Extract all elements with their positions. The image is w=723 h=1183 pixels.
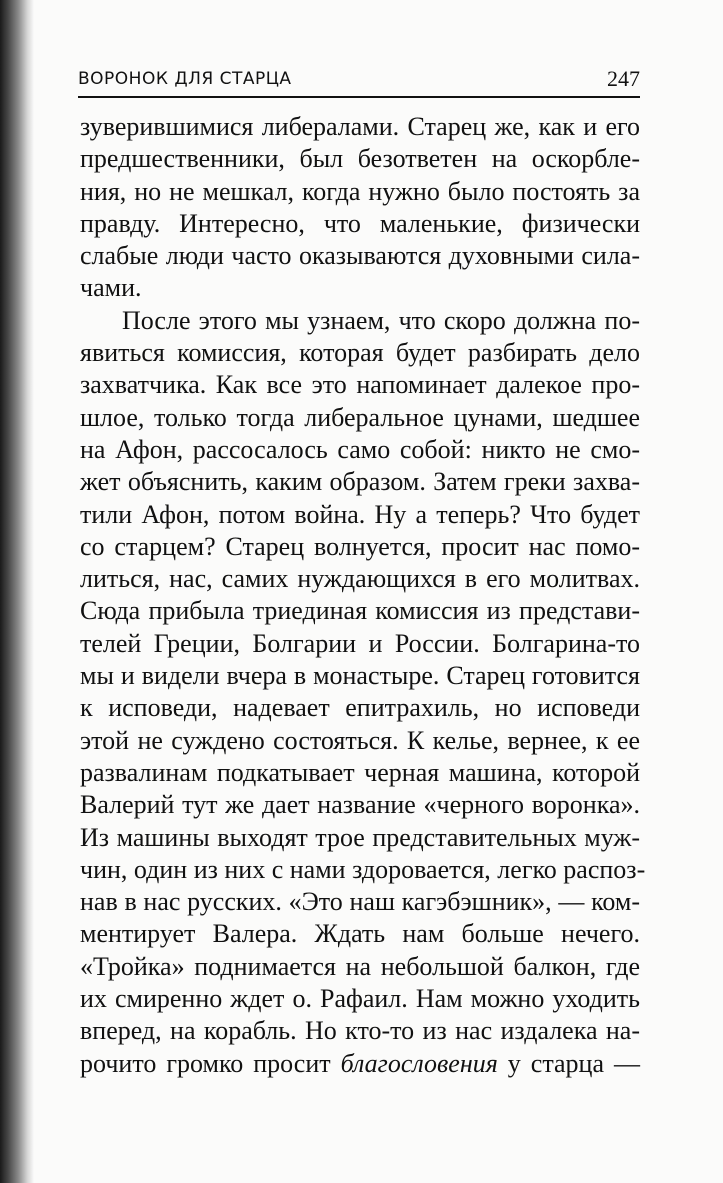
text-line: развалинам подкатывает черная машина, которой [80,757,640,787]
text-line: Валерий тут же дает название «черного воронка». [80,790,640,820]
text-line: чин, один из них с нами здоровается, легко распоз- [80,854,646,884]
text-line: явиться комиссия, которая будет разбирать дело [80,338,640,368]
final-line-start: рочито громко просит [80,1048,341,1078]
text-line: ния, но не мешкал, когда нужно было постоять за [80,176,640,206]
binding-shadow [0,0,34,1183]
text-line: телей Греции, Болгарии и России. Болгарина-то [80,628,640,658]
text-line: шлое, только тогда либеральное цунами, шедшее [80,402,640,432]
text-line: на Афон, рассосалось само собой: никто не смо- [80,434,640,464]
text-line: к исповеди, надевает епитрахиль, но исповеди [80,693,640,723]
page-header [78,68,640,98]
text-line: со старцем? Старец волнуется, просит нас помо- [80,531,640,561]
text-line: зуверившимися либералами. Старец же, как и его [80,112,640,141]
text-line: вперед, на корабль. Но кто-то из нас издалека на- [80,1016,640,1046]
text-line: мы и видели вчера в монастыре. Старец готовится [80,661,640,691]
text-line: тили Афон, потом война. Ну а теперь? Что будет [80,499,640,529]
text-line: предшественники, был безответен на оскорбле- [80,144,640,174]
paragraph-2 [80,305,646,1080]
text-line: ментирует Валера. Ждать нам больше нечего. [80,919,640,949]
text-line: слабые люди часто оказываются духовными сила- [80,241,640,271]
text-line: После этого мы узнаем, что скоро должна по- [122,305,640,335]
text-line: Из машины выходят трое представительных муж- [80,822,640,852]
italic-word: благословения [340,1048,498,1078]
text-line: этой не суждено состояться. К келье, вернее, к ее [80,725,640,755]
text-line: «Тройка» поднимается на небольшой балкон, где [80,951,640,981]
final-text-line [80,1048,640,1080]
page-number: 247 [607,66,640,91]
body-text [80,111,646,1080]
text-line: нав в нас русских. «Это наш кагэбэшник», — ком- [80,887,640,917]
text-line: захватчика. Как все это напоминает далекое про- [80,370,640,400]
text-line: их смиренно ждет о. Рафаил. Нам можно уходить [80,984,640,1014]
text-line: чами. [80,273,142,303]
running-title: ВОРОНОК ДЛЯ СТАРЦА [78,69,292,89]
paragraph-1 [80,111,640,305]
text-line: Сюда прибыла триединая комиссия из представи- [80,596,640,626]
text-line: правду. Интересно, что маленькие, физически [80,208,640,238]
text-line: литься, нас, самих нуждающихся в его молитвах. [80,564,640,594]
final-line-end: у старца — [497,1048,640,1078]
text-line: жет объяснить, каким образом. Затем греки захва- [80,467,640,497]
